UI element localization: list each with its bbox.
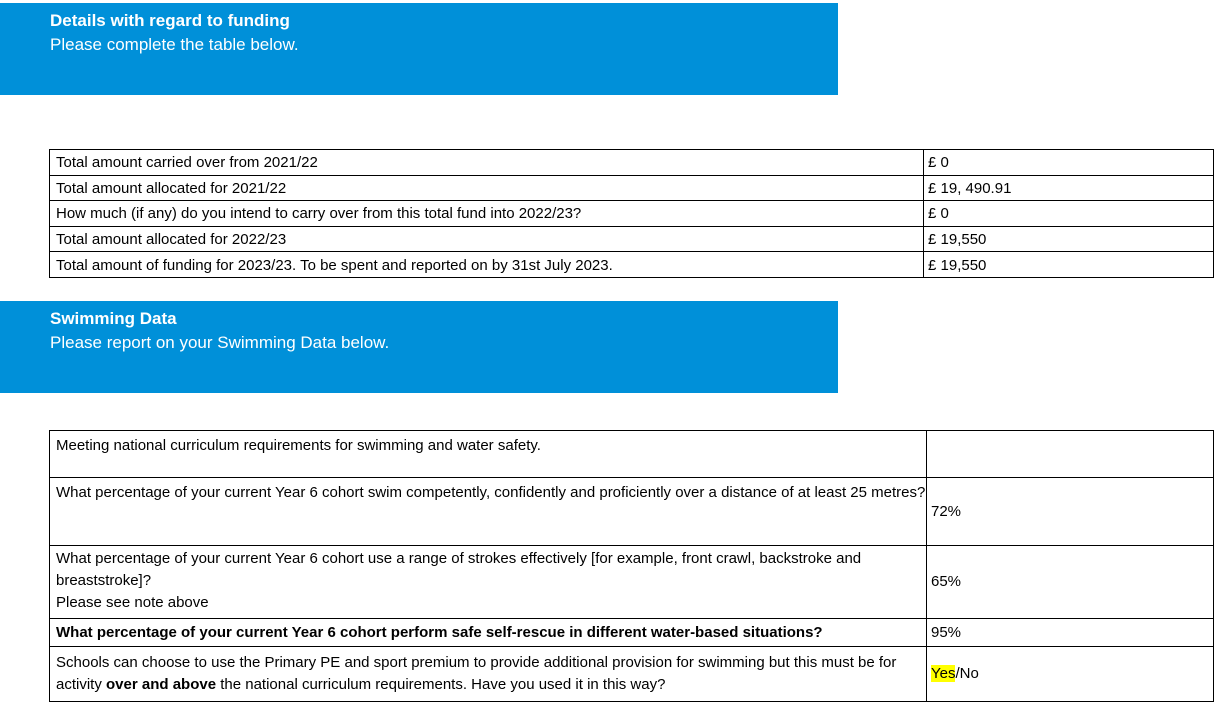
table-row bbox=[50, 150, 1214, 176]
funding-value-cell[interactable]: £ 0 bbox=[924, 150, 1214, 176]
funding-label-cell: How much (if any) do you intend to carry over from this total fund into 2022/23? bbox=[50, 201, 924, 227]
funding-banner bbox=[0, 3, 838, 95]
funding-banner-subtitle: Please complete the table below. bbox=[50, 35, 299, 54]
swim-question-emphasis: over and above bbox=[106, 676, 217, 693]
funding-value-cell[interactable]: £ 0 bbox=[924, 201, 1214, 227]
swim-value-cell[interactable] bbox=[927, 647, 1214, 702]
swimming-banner-title: Swimming Data bbox=[50, 309, 177, 328]
answer-yes-highlight: Yes bbox=[931, 665, 956, 682]
swim-value-cell[interactable]: 72% bbox=[927, 478, 1214, 546]
swim-value-cell[interactable]: 95% bbox=[927, 619, 1214, 647]
funding-value-cell[interactable]: £ 19,550 bbox=[924, 252, 1214, 278]
funding-value-cell[interactable]: £ 19, 490.91 bbox=[924, 175, 1214, 201]
table-row bbox=[50, 252, 1214, 278]
funding-table bbox=[49, 149, 1214, 278]
table-row bbox=[50, 175, 1214, 201]
swim-question-text-end: the national curriculum requirements. Have you used it in this way? bbox=[216, 676, 666, 693]
table-row bbox=[50, 478, 1214, 546]
swim-question-text: What percentage of your current Year 6 cohort perform safe self-rescue in different water-based situations? bbox=[56, 623, 823, 641]
table-row bbox=[50, 619, 1214, 647]
funding-banner-title: Details with regard to funding bbox=[50, 11, 290, 30]
table-row bbox=[50, 226, 1214, 252]
table-row bbox=[50, 201, 1214, 227]
funding-label-cell: Total amount allocated for 2021/22 bbox=[50, 175, 924, 201]
swim-label-cell: What percentage of your current Year 6 cohort swim competently, confidently and proficiently over a distance of at least 25 metres? bbox=[50, 478, 927, 546]
swim-note-text: Please see note above bbox=[56, 594, 209, 611]
swim-label-cell bbox=[50, 546, 927, 619]
table-row bbox=[50, 546, 1214, 619]
table-row bbox=[50, 647, 1214, 702]
funding-value-cell[interactable]: £ 19,550 bbox=[924, 226, 1214, 252]
swimming-table bbox=[49, 430, 1214, 702]
swim-question-text: Schools can choose to use the Primary PE and sport premium to provide additional provision for swimming but this must be for activity bbox=[56, 654, 897, 693]
funding-label-cell: Total amount allocated for 2022/23 bbox=[50, 226, 924, 252]
swimming-banner bbox=[0, 301, 838, 393]
funding-label-cell: Total amount carried over from 2021/22 bbox=[50, 150, 924, 176]
swim-label-cell bbox=[50, 619, 927, 647]
swim-label-cell bbox=[50, 647, 927, 702]
swimming-banner-subtitle: Please report on your Swimming Data below. bbox=[50, 333, 390, 352]
swim-question-text: What percentage of your current Year 6 cohort use a range of strokes effectively [for example, front crawl, backstroke and breaststroke]? bbox=[56, 550, 862, 589]
swim-value-cell[interactable] bbox=[927, 431, 1214, 478]
answer-no-text: /No bbox=[955, 665, 979, 682]
swim-label-cell: Meeting national curriculum requirements for swimming and water safety. bbox=[50, 431, 927, 478]
funding-label-cell: Total amount of funding for 2023/23. To be spent and reported on by 31st July 2023. bbox=[50, 252, 924, 278]
swim-value-cell[interactable]: 65% bbox=[927, 546, 1214, 619]
table-row bbox=[50, 431, 1214, 478]
